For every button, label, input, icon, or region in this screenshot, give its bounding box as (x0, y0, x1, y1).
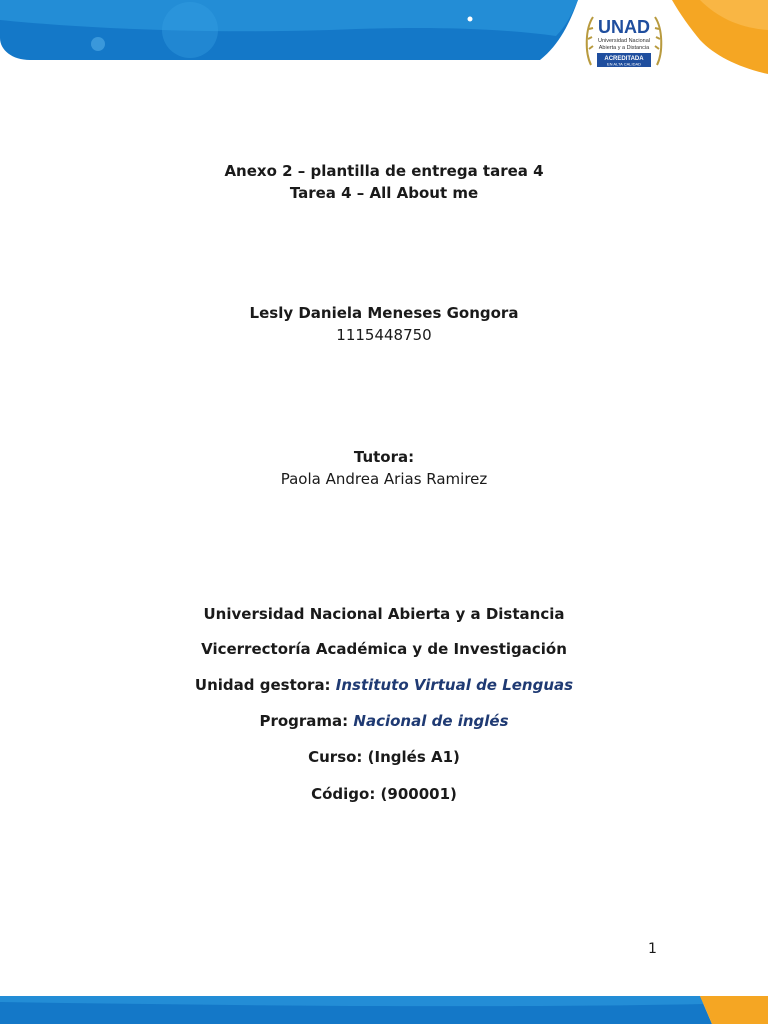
logo-subtitle-2: Abierta y a Distancia (598, 45, 650, 51)
programa (0, 712, 768, 730)
author-block (0, 302, 768, 346)
logo-badge-2: EN ALTA CALIDAD (606, 61, 642, 67)
document-title (0, 160, 768, 204)
unidad-label: Unidad gestora: (194, 676, 331, 694)
page-number: 1 (648, 941, 657, 957)
unidad-value: Instituto Virtual de Lenguas (335, 676, 574, 694)
codigo: Código: (900001) (311, 785, 457, 803)
logo-badge-1: ACREDITADA (604, 56, 644, 62)
tutor-name: Paola Andrea Arias Ramirez (280, 470, 488, 488)
university-name: Universidad Nacional Abierta y a Distancia (203, 605, 565, 623)
title-line-1: Anexo 2 – plantilla de entrega tarea 4 (224, 162, 544, 180)
tutor-block (0, 446, 768, 490)
title-line-2: Tarea 4 – All About me (289, 184, 479, 202)
tutor-label: Tutora: (353, 448, 415, 466)
author-id: 1115448750 (336, 326, 432, 344)
logo-wordmark: UNAD (598, 17, 650, 37)
curso: Curso: (Inglés A1) (308, 748, 460, 766)
programa-label: Programa: (259, 712, 349, 730)
unidad-gestora (0, 676, 768, 694)
vicerrectoria: Vicerrectoría Académica y de Investigación (201, 640, 567, 658)
programa-value: Nacional de inglés (353, 712, 509, 730)
unad-logo (583, 9, 665, 73)
logo-subtitle-1: Universidad Nacional (598, 38, 650, 44)
footer-banner (0, 992, 768, 1024)
author-name: Lesly Daniela Meneses Gongora (249, 304, 519, 322)
